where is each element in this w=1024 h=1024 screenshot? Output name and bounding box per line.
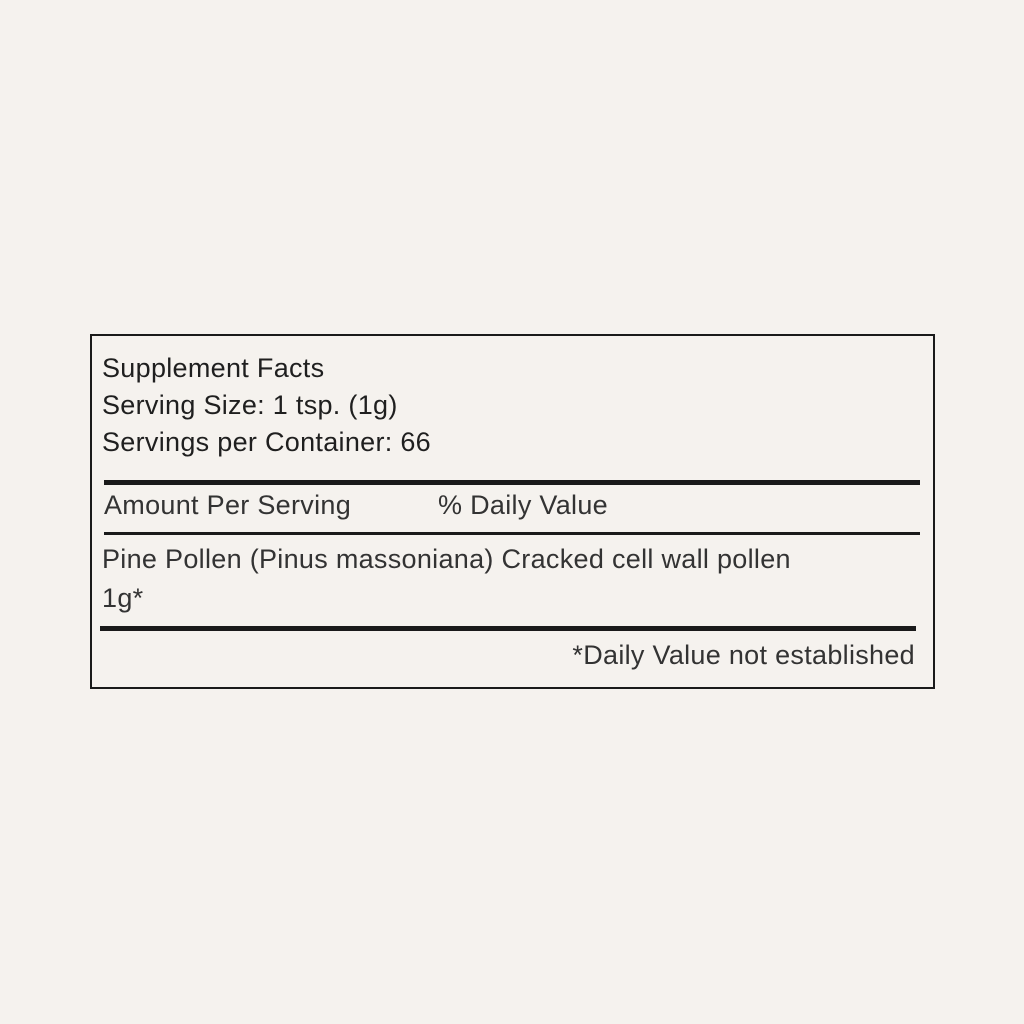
ingredient-amount: 1g* — [102, 583, 144, 613]
serving-size: Serving Size: 1 tsp. (1g) — [102, 390, 398, 420]
column-header-amount: Amount Per Serving — [104, 490, 352, 520]
thin-divider — [104, 532, 920, 535]
supplement-facts-panel — [90, 334, 935, 689]
footnote: *Daily Value not established — [572, 640, 915, 670]
servings-per-container: Servings per Container: 66 — [102, 427, 431, 457]
column-header-daily-value: % Daily Value — [438, 490, 608, 520]
ingredient-name: Pine Pollen (Pinus massoniana) Cracked cell wall pollen — [102, 544, 791, 574]
thick-divider-top — [104, 480, 920, 485]
thick-divider-bottom — [100, 626, 916, 631]
panel-title: Supplement Facts — [102, 353, 325, 383]
